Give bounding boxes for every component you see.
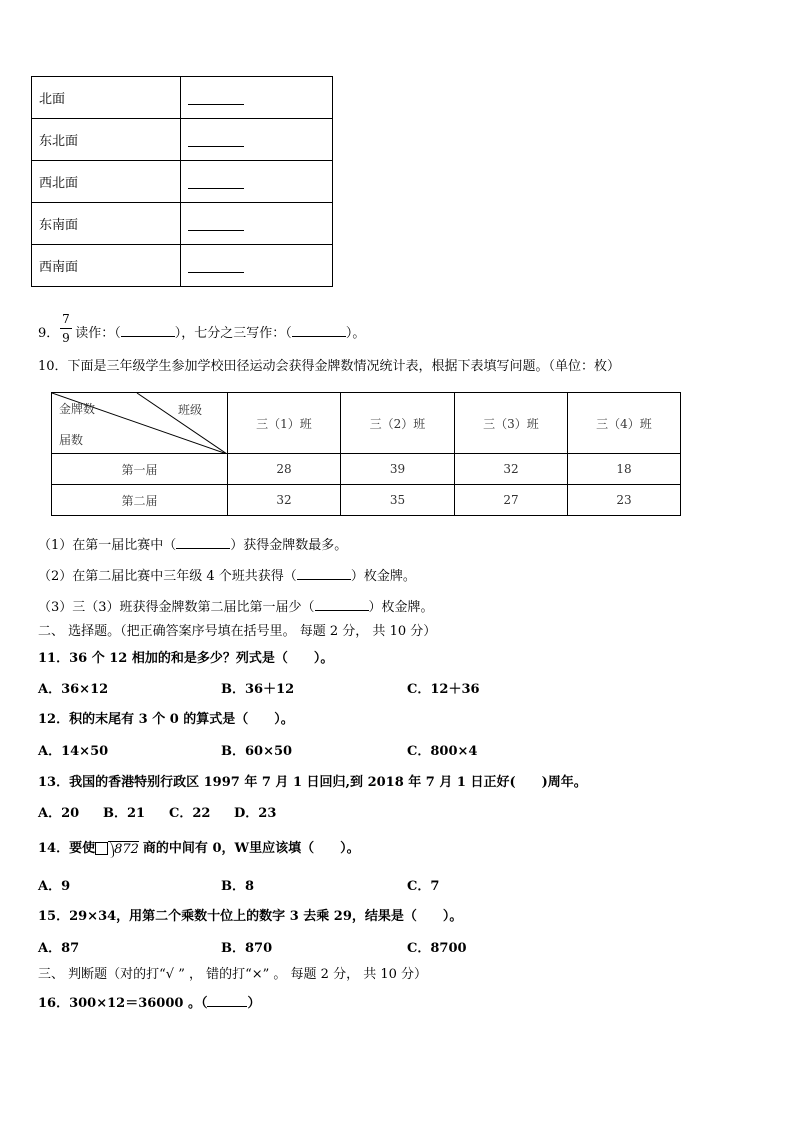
table-cell: 27	[455, 485, 568, 516]
direction-row	[32, 203, 333, 245]
section-3-heading: 三、 判断题（对的打“√ ” ， 错的打“×” 。 每题 2 分， 共 10 分）	[38, 967, 428, 982]
fraction-numerator: 7	[62, 312, 70, 326]
answer-blank[interactable]	[121, 323, 175, 337]
direction-label: 北面	[32, 77, 181, 119]
diagonal-header-cell	[52, 393, 228, 454]
question-12: 12．积的末尾有 3 个 0 的算式是（ ）。	[38, 712, 294, 727]
option-a[interactable]: A．9	[38, 879, 71, 894]
question-10-sub3: （3）三（3）班获得金牌数第二届比第一届少（ ）枚金牌。	[38, 597, 434, 617]
option-c[interactable]: C．12＋36	[407, 682, 480, 697]
table-cell: 39	[341, 454, 455, 485]
direction-table	[31, 76, 333, 287]
long-division-bracket	[108, 841, 139, 857]
question-13: 13．我国的香港特别行政区 1997 年 7 月 1 日回归,到 2018 年 7 月 1 日正好( )周年。	[38, 775, 587, 790]
question-16: 16．300×12＝36000 。（ ）	[38, 993, 260, 1013]
answer-blank[interactable]	[297, 566, 351, 580]
option-b[interactable]: B．60×50	[221, 744, 293, 759]
direction-answer-cell[interactable]	[181, 161, 333, 203]
direction-row	[32, 161, 333, 203]
question-9: 9． 读作：（ ），七分之三写作：（ ）。	[38, 323, 365, 343]
option-c[interactable]: C．7	[407, 879, 440, 894]
answer-blank[interactable]	[188, 132, 244, 147]
question-10-sub2: （2）在第二届比赛中三年级 4 个班共获得（ ）枚金牌。	[38, 566, 416, 586]
direction-answer-cell[interactable]	[181, 119, 333, 161]
option-c[interactable]: C．22	[169, 806, 211, 821]
direction-label: 西北面	[32, 161, 181, 203]
blank-box[interactable]	[95, 842, 108, 855]
section-2-heading: 二、 选择题。（把正确答案序号填在括号里。 每题 2 分， 共 10 分）	[38, 624, 437, 639]
direction-answer-cell[interactable]	[181, 245, 333, 287]
question-15: 15．29×34，用第二个乘数十位上的数字 3 去乘 29，结果是（ ）。	[38, 909, 463, 924]
option-b[interactable]: B．21	[103, 806, 146, 821]
option-a[interactable]: A．36×12	[38, 682, 109, 697]
answer-blank[interactable]	[207, 993, 247, 1007]
question-number: 9．	[38, 326, 60, 341]
table-cell: 18	[568, 454, 681, 485]
option-b[interactable]: B．870	[221, 941, 273, 956]
option-a[interactable]: A．87	[38, 941, 80, 956]
answer-blank[interactable]	[315, 597, 369, 611]
direction-answer-cell[interactable]	[181, 77, 333, 119]
fraction-seven-ninths	[60, 312, 72, 345]
option-c[interactable]: C．800×4	[407, 744, 478, 759]
answer-blank[interactable]	[188, 174, 244, 189]
table-cell: 28	[228, 454, 341, 485]
header-session: 届数	[59, 433, 84, 447]
table-cell: 35	[341, 485, 455, 516]
direction-answer-cell[interactable]	[181, 203, 333, 245]
table-row	[52, 454, 681, 485]
question-10-intro: 10．下面是三年级学生参加学校田径运动会获得金牌数情况统计表，根据下表填写问题。（单位：枚）	[38, 359, 621, 374]
direction-row	[32, 77, 333, 119]
table-cell: 23	[568, 485, 681, 516]
direction-row	[32, 119, 333, 161]
answer-blank[interactable]	[176, 535, 230, 549]
direction-label: 东南面	[32, 203, 181, 245]
header-medal-count: 金牌数	[59, 402, 96, 416]
header-class: 班级	[178, 403, 203, 417]
answer-blank[interactable]	[188, 258, 244, 273]
option-b[interactable]: B．36＋12	[221, 682, 295, 697]
answer-blank[interactable]	[188, 216, 244, 231]
direction-label: 东北面	[32, 119, 181, 161]
table-cell: 32	[228, 485, 341, 516]
option-b[interactable]: B．8	[221, 879, 255, 894]
question-14: 14．要使 872 商的中间有 0，W里应该填（ ）。	[38, 841, 360, 857]
option-d[interactable]: D．23	[234, 806, 277, 821]
column-header: 三（2）班	[341, 393, 455, 454]
option-a[interactable]: A．14×50	[38, 744, 109, 759]
table-row	[52, 485, 681, 516]
option-c[interactable]: C．8700	[407, 941, 467, 956]
dividend: 872	[114, 841, 139, 857]
column-header: 三（4）班	[568, 393, 681, 454]
question-10-sub1: （1）在第一届比赛中（ ）获得金牌数最多。	[38, 535, 347, 555]
question-11: 11．36 个 12 相加的和是多少？列式是（ ）。	[38, 651, 334, 666]
answer-blank[interactable]	[292, 323, 346, 337]
column-header: 三（3）班	[455, 393, 568, 454]
medal-table	[51, 392, 681, 516]
row-header: 第二届	[52, 485, 228, 516]
fraction-denominator: 9	[62, 331, 70, 345]
table-cell: 32	[455, 454, 568, 485]
direction-label: 西南面	[32, 245, 181, 287]
column-header: 三（1）班	[228, 393, 341, 454]
option-a[interactable]: A．20	[38, 806, 80, 821]
direction-row	[32, 245, 333, 287]
answer-blank[interactable]	[188, 90, 244, 105]
row-header: 第一届	[52, 454, 228, 485]
